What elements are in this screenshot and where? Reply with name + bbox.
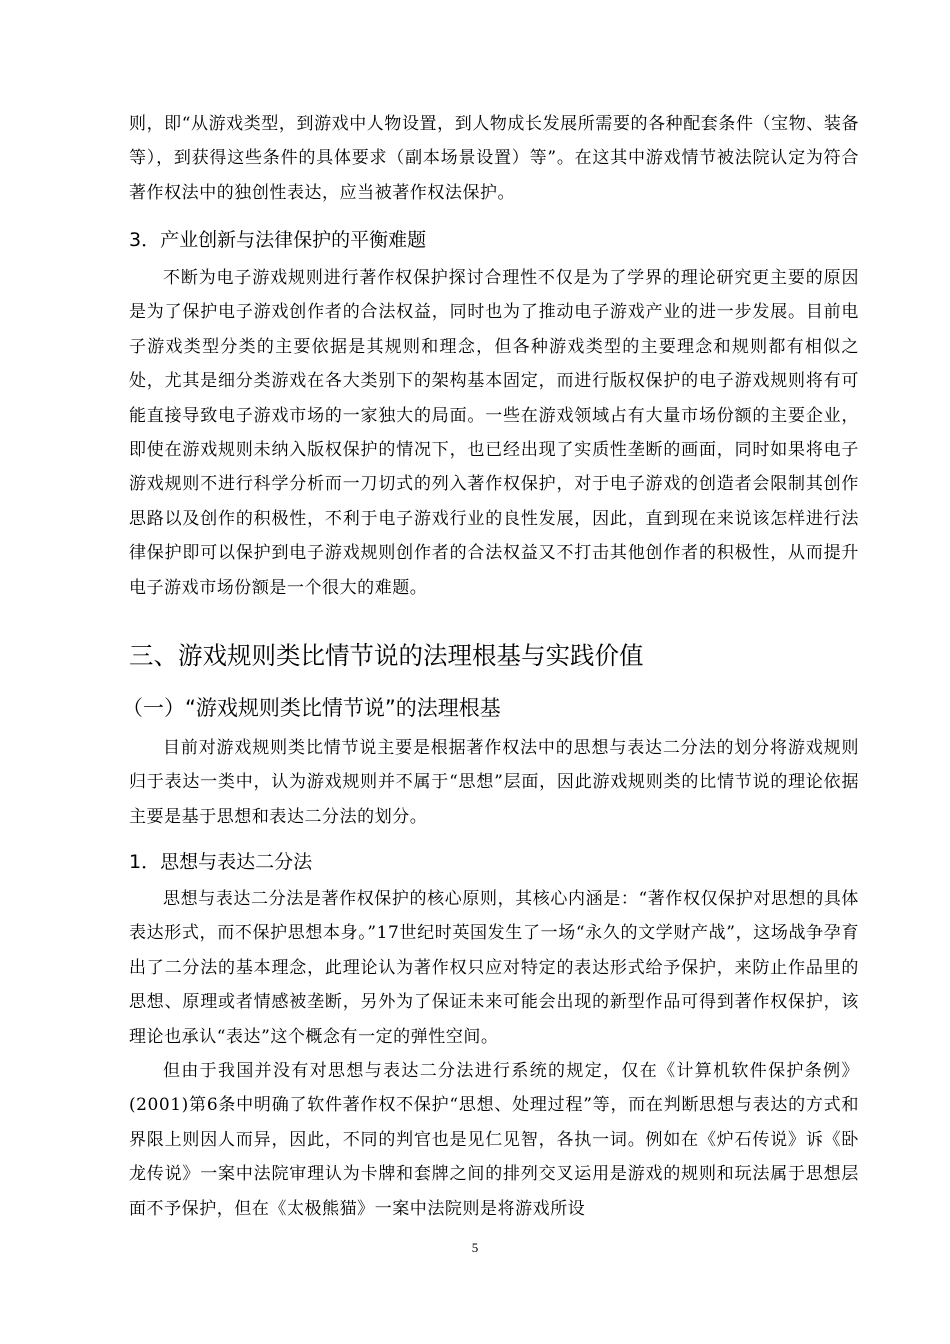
body-paragraph: 不断为电子游戏规则进行著作权保护探讨合理性不仅是为了学界的理论研究更主要的原因是为了保护电子游戏创作者的合法权益，同时也为了推动电子游戏产业的进一步发展。目前电子游戏类型分类的主要依据是其规则和理念，但各种游戏类型的主要理念和规则都有相似之处，尤其是细分类游戏在各大类别下的架构基本固定，而进行版权保护的电子游戏规则将有可能直接导致电子游戏市场的一家独大的局面。一些在游戏领域占有大量市场份额的主要企业，即使在游戏规则未纳入版权保护的情况下，也已经出现了实质性垄断的画面，同时如果将电子游戏规则不进行科学分析而一刀切式的列入著作权保护，对于电子游戏的创造者会限制其创作思路以及创作的积极性，不利于电子游戏行业的良性发展，因此，直到现在来说该怎样进行法律保护即可以保护到电子游戏规则创作者的合法权益又不打击其他创作者的积极性，从而提升电子游戏市场份额是一个很大的难题。	[129, 268, 859, 598]
section-3-heading-block	[129, 227, 859, 253]
subchapter-heading-block	[122, 694, 852, 722]
continuation-text-block	[129, 107, 859, 210]
section-3-text-block	[129, 261, 859, 605]
chapter-heading: 三、游戏规则类比情节说的法理根基与实践价值	[129, 641, 644, 670]
body-paragraph: 目前对游戏规则类比情节说主要是根据著作权法中的思想与表达二分法的划分将游戏规则归于表达一类中，认为游戏规则并不属于“思想”层面，因此游戏规则类的比情节说的理论依据主要是基于思想和表达二分法的划分。	[129, 738, 859, 827]
subchapter-text-block	[129, 731, 859, 834]
body-paragraph: 思想与表达二分法是著作权保护的核心原则，其核心内涵是：“著作权仅保护对思想的具体表达形式，而不保护思想本身。”17世纪时英国发生了一场“永久的文学财产战”，这场战争孕育出了二分法的基本理念，此理论认为著作权只应对特定的表达形式给予保护，来防止作品里的思想、原理或者情感被垄断，另外为了保证未来可能会出现的新型作品可得到著作权保护，该理论也承认“表达”这个概念有一定的弹性空间。	[129, 889, 859, 1047]
continuation-paragraph: 则，即“从游戏类型，到游戏中人物设置，到人物成长发展所需要的各种配套条件（宝物、装备等），到获得这些条件的具体要求（副本场景设置）等”。在这其中游戏情节被法院认定为符合著作权法中的独创性表达，应当被著作权法保护。	[129, 114, 859, 203]
page-number: 5	[471, 1240, 479, 1255]
subchapter-heading: （一）“游戏规则类比情节说”的法理根基	[122, 696, 501, 720]
section-1-text-block	[129, 882, 859, 1226]
section-heading: 3．产业创新与法律保护的平衡难题	[129, 229, 427, 251]
body-paragraph: 但由于我国并没有对思想与表达二分法进行系统的规定，仅在《计算机软件保护条例》(2001)第6条中明确了软件著作权不保护“思想、处理过程”等，而在判断思想与表达的方式和界限上则因人而异，因此，不同的判官也是见仁见智，各执一词。例如在《炉石传说》诉《卧龙传说》一案中法院审理认为卡牌和套牌之间的排列交叉运用是游戏的规则和玩法属于思想层面不予保护，但在《太极熊猫》一案中法院则是将游戏所设	[129, 1061, 859, 1219]
chapter-heading-block	[129, 640, 859, 672]
section-1-heading-block	[129, 849, 859, 875]
section-heading: 1．思想与表达二分法	[129, 851, 313, 873]
